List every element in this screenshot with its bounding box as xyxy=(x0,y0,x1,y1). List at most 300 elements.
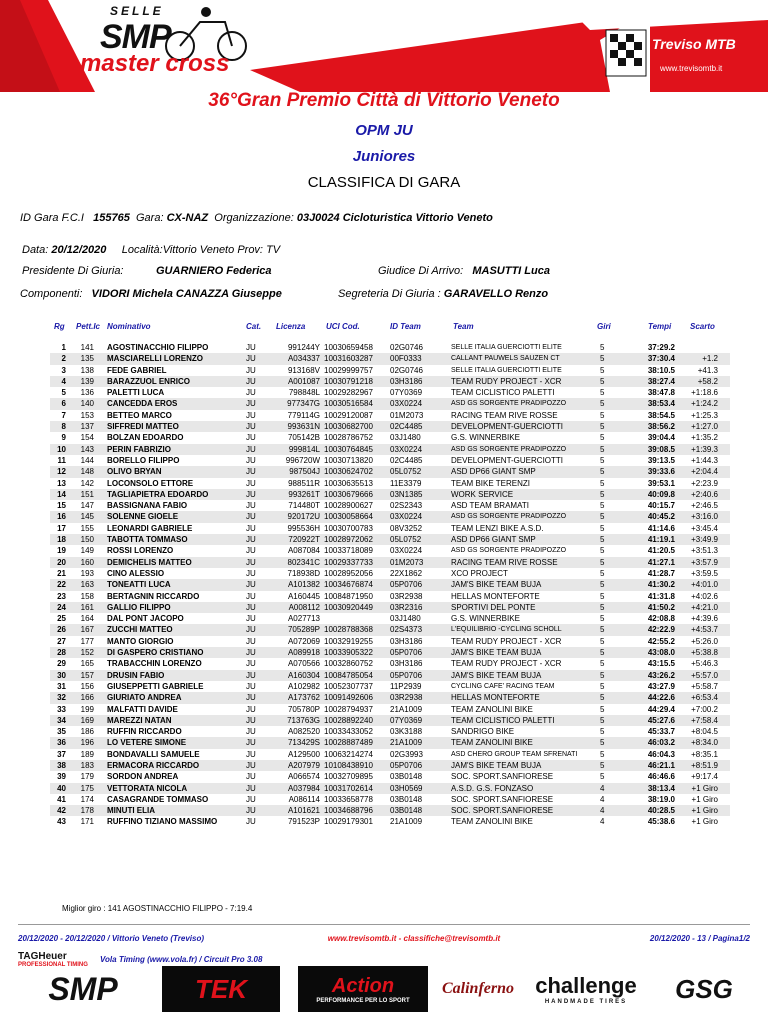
cell-category: JU xyxy=(246,580,256,590)
cell-rank: 21 xyxy=(57,568,66,578)
cell-gap: +1:24.2 xyxy=(691,399,718,409)
cell-category: JU xyxy=(246,568,256,578)
table-row xyxy=(50,624,730,635)
cell-category: JU xyxy=(246,614,256,624)
cell-time: 40:45.2 xyxy=(647,512,675,522)
cell-uci-code: 10034688796 xyxy=(324,806,373,816)
cell-laps: 5 xyxy=(600,625,605,635)
cell-category: JU xyxy=(246,806,256,816)
cell-team-name: SOC. SPORT.SANFIORESE xyxy=(451,794,554,804)
cell-license: 791523P xyxy=(287,817,320,827)
cell-team-id: 00F0333 xyxy=(390,354,422,364)
cell-uci-code: 10030791218 xyxy=(324,376,373,386)
cell-time: 41:31.8 xyxy=(647,591,675,601)
cell-uci-code: 10091492606 xyxy=(324,693,373,703)
cell-gap: +1.2 xyxy=(702,354,718,364)
table-row xyxy=(50,749,730,760)
cell-bib: 160 xyxy=(80,557,94,567)
cell-rank: 15 xyxy=(57,501,66,511)
cell-category: JU xyxy=(246,648,256,658)
cell-laps: 5 xyxy=(600,455,605,465)
cell-team-name: JAM'S BIKE TEAM BUJA xyxy=(451,648,542,658)
cell-time: 38:10.5 xyxy=(647,365,675,375)
cell-name: PALETTI LUCA xyxy=(107,388,165,398)
cell-bib: 169 xyxy=(80,715,94,725)
cell-time: 41:20.5 xyxy=(647,546,675,556)
cell-license: A082520 xyxy=(287,727,320,737)
cell-uci-code: 10029999757 xyxy=(324,365,373,375)
cell-uci-code: 10029282967 xyxy=(324,388,373,398)
cell-gap: +5:26.0 xyxy=(691,636,718,646)
cell-uci-code: 10084785054 xyxy=(324,670,373,680)
col-time: Tempi xyxy=(648,322,672,331)
table-row xyxy=(50,523,730,534)
cell-name: BETTEO MARCO xyxy=(107,410,172,420)
cell-name: TRABACCHIN LORENZO xyxy=(107,659,202,669)
cell-team-name: RACING TEAM RIVE ROSSE xyxy=(451,410,558,420)
cell-time: 44:22.6 xyxy=(647,693,675,703)
cell-bib: 137 xyxy=(80,422,94,432)
cell-license: A087084 xyxy=(287,546,320,556)
cell-category: JU xyxy=(246,794,256,804)
cell-time: 44:29.4 xyxy=(647,704,675,714)
cell-bib: 189 xyxy=(80,749,94,759)
cell-laps: 5 xyxy=(600,523,605,533)
cell-laps: 5 xyxy=(600,580,605,590)
cell-uci-code: 10031603287 xyxy=(324,354,373,364)
cell-name: GIUSEPPETTI GABRIELE xyxy=(107,681,204,691)
cell-team-name: XCO PROJECT xyxy=(451,568,508,578)
cell-team-id: 22X1862 xyxy=(390,568,423,578)
cell-laps: 4 xyxy=(600,783,605,793)
col-team: Team xyxy=(453,322,474,331)
cell-rank: 5 xyxy=(61,388,66,398)
cell-laps: 5 xyxy=(600,602,605,612)
cell-bib: 175 xyxy=(80,783,94,793)
cell-rank: 39 xyxy=(57,772,66,782)
cell-name: RUFFINO TIZIANO MASSIMO xyxy=(107,817,218,827)
cell-license: A066574 xyxy=(287,772,320,782)
sponsor-tek xyxy=(162,966,280,1012)
cell-name: BERTAGNIN RICCARDO xyxy=(107,591,200,601)
cell-license: A001087 xyxy=(287,376,320,386)
treviso-url[interactable]: www.trevisomtb.it xyxy=(660,64,723,73)
sponsor-calinferno xyxy=(438,966,518,1012)
cell-license: A037984 xyxy=(287,783,320,793)
cell-laps: 5 xyxy=(600,388,605,398)
cell-license: A101382 xyxy=(287,580,320,590)
cell-team-name: A.S.D. G.S. FONZASO xyxy=(451,783,534,793)
cell-category: JU xyxy=(246,535,256,545)
table-row xyxy=(50,421,730,432)
cell-laps: 5 xyxy=(600,467,605,477)
cell-team-id: 08V3252 xyxy=(390,523,423,533)
id-value: 155765 xyxy=(93,212,130,224)
components-line xyxy=(20,288,282,300)
cell-name: VETTORATA NICOLA xyxy=(107,783,188,793)
footer-page-info: 20/12/2020 - 13 / Pagina1/2 xyxy=(649,934,750,943)
cell-time: 40:15.7 xyxy=(647,501,675,511)
cell-category: JU xyxy=(246,727,256,737)
cell-team-id: 05L0752 xyxy=(390,535,422,545)
race-id-line xyxy=(20,212,493,224)
cell-rank: 19 xyxy=(57,546,66,556)
cell-gap: +5:58.7 xyxy=(691,681,718,691)
cell-license: 993631N xyxy=(287,422,320,432)
cell-gap: +1:39.3 xyxy=(691,444,718,454)
table-row xyxy=(50,681,730,692)
cell-category: JU xyxy=(246,670,256,680)
footer-divider xyxy=(18,924,750,925)
cell-time: 42:22.9 xyxy=(647,625,675,635)
cell-name: GIURIATO ANDREA xyxy=(107,693,182,703)
cell-gap: +4:53.7 xyxy=(691,625,718,635)
table-row xyxy=(50,478,730,489)
cell-category: JU xyxy=(246,523,256,533)
cell-time: 43:27.9 xyxy=(647,681,675,691)
loc-label: Località: xyxy=(121,244,163,256)
cell-rank: 41 xyxy=(57,794,66,804)
cell-name: FEDE GABRIEL xyxy=(107,365,167,375)
cell-laps: 5 xyxy=(600,704,605,714)
cell-time: 41:19.1 xyxy=(647,535,675,545)
cell-gap: +8:35.1 xyxy=(691,749,718,759)
cell-rank: 20 xyxy=(57,557,66,567)
cell-license: A034337 xyxy=(287,354,320,364)
cell-bib: 154 xyxy=(80,433,94,443)
cell-uci-code: 10032919255 xyxy=(324,636,373,646)
cell-name: LEONARDI GABRIELE xyxy=(107,523,193,533)
president-value: GUARNIERO Federica xyxy=(156,265,272,277)
cell-name: SOLENNE GIOELE xyxy=(107,512,179,522)
table-row xyxy=(50,692,730,703)
cell-license: A070566 xyxy=(287,659,320,669)
cell-team-name: ASD GS SORGENTE PRADIPOZZO xyxy=(451,400,567,408)
cell-license: 991244Y xyxy=(287,343,320,352)
cell-team-name: HELLAS MONTEFORTE xyxy=(451,591,540,601)
cell-rank: 40 xyxy=(57,783,66,793)
cell-team-id: 21A1009 xyxy=(390,704,423,714)
cell-name: RUFFIN RICCARDO xyxy=(107,727,182,737)
cell-uci-code: 10028892240 xyxy=(324,715,373,725)
cell-license: 920172U xyxy=(287,512,320,522)
cell-gap: +5:38.8 xyxy=(691,648,718,658)
cell-gap: +8:34.0 xyxy=(691,738,718,748)
cell-name: MANTO GIORGIO xyxy=(107,636,174,646)
cell-category: JU xyxy=(246,738,256,748)
cell-uci-code: 10028952056 xyxy=(324,568,373,578)
cell-time: 38:13.4 xyxy=(647,783,675,793)
cell-team-id: 03H0569 xyxy=(390,783,423,793)
cell-gap: +4:01.0 xyxy=(691,580,718,590)
cell-laps: 5 xyxy=(600,659,605,669)
cell-team-name: SELLE ITALIA GUERCIOTTI ELITE xyxy=(451,344,562,351)
cell-team-id: 03R2938 xyxy=(390,693,423,703)
judge-label: Giudice Di Arrivo: xyxy=(378,265,464,277)
cell-team-id: 05P0706 xyxy=(390,760,423,770)
cell-time: 39:13.5 xyxy=(647,455,675,465)
cell-license: 977347G xyxy=(287,399,320,409)
cell-team-name: WORK SERVICE xyxy=(451,489,514,499)
date-value: 20/12/2020 xyxy=(51,244,107,256)
footer-contact[interactable]: www.trevisomtb.it - classifiche@trevisomtb.it xyxy=(327,934,501,943)
cell-license: 714480T xyxy=(288,501,320,511)
cell-uci-code: 10030713820 xyxy=(324,455,373,465)
cell-team-id: 03B0148 xyxy=(390,772,423,782)
cell-category: JU xyxy=(246,760,256,770)
cell-license: A072069 xyxy=(287,636,320,646)
cell-time: 41:28.7 xyxy=(647,568,675,578)
cell-category: JU xyxy=(246,749,256,759)
cell-gap: +3:59.5 xyxy=(691,568,718,578)
cell-bib: 143 xyxy=(80,444,94,454)
cell-bib: 153 xyxy=(80,410,94,420)
cell-laps: 4 xyxy=(600,794,605,804)
cell-uci-code: 10030700783 xyxy=(324,523,373,533)
cell-license: A102982 xyxy=(287,681,320,691)
cell-time: 37:30.4 xyxy=(647,354,675,364)
cell-bib: 145 xyxy=(80,512,94,522)
cell-time: 46:46.6 xyxy=(647,772,675,782)
cell-name: OLIVO BRYAN xyxy=(107,467,162,477)
cell-team-name: RACING TEAM RIVE ROSSE xyxy=(451,557,558,567)
cell-team-name: HELLAS MONTEFORTE xyxy=(451,693,540,703)
cell-gap: +1 Giro xyxy=(691,794,718,804)
cell-license: 913168V xyxy=(287,365,320,375)
cell-license: 987504J xyxy=(289,467,320,477)
cell-team-id: 03J1480 xyxy=(390,433,421,443)
table-row xyxy=(50,737,730,748)
cell-gap: +1:27.0 xyxy=(691,422,718,432)
cell-team-id: 02S4373 xyxy=(390,625,423,635)
cell-time: 42:08.8 xyxy=(647,614,675,624)
cell-team-id: 01M2073 xyxy=(390,410,424,420)
cell-laps: 5 xyxy=(600,648,605,658)
header-banner xyxy=(0,0,768,92)
sponsor-smp-text: SMP xyxy=(48,970,118,1007)
cell-laps: 5 xyxy=(600,591,605,601)
cell-laps: 5 xyxy=(600,614,605,624)
cell-rank: 18 xyxy=(57,535,66,545)
cell-laps: 5 xyxy=(600,354,605,364)
cell-gap: +5:57.0 xyxy=(691,670,718,680)
table-row xyxy=(50,591,730,602)
president-line xyxy=(22,265,124,277)
cell-license: 718938D xyxy=(287,568,320,578)
cell-team-name: DEVELOPMENT-GUERCIOTTI xyxy=(451,455,564,465)
cell-time: 43:08.0 xyxy=(647,648,675,658)
cell-bib: 155 xyxy=(80,523,94,533)
cell-bib: 199 xyxy=(80,704,94,714)
cell-gap: +4:02.6 xyxy=(691,591,718,601)
cell-gap: +3:45.4 xyxy=(691,523,718,533)
cell-license: A008112 xyxy=(288,602,320,612)
cell-category: JU xyxy=(246,546,256,556)
cell-category: JU xyxy=(246,557,256,567)
cell-team-id: 21A1009 xyxy=(390,738,423,748)
table-row xyxy=(50,658,730,669)
table-row xyxy=(50,545,730,556)
cell-name: MAREZZI NATAN xyxy=(107,715,172,725)
cell-team-id: 11P2939 xyxy=(390,681,422,691)
cell-team-id: 05P0706 xyxy=(390,648,423,658)
cell-license: A207979 xyxy=(287,760,320,770)
cell-bib: 147 xyxy=(80,501,94,511)
cell-category: JU xyxy=(246,659,256,669)
cell-bib: 183 xyxy=(80,760,94,770)
cell-name: BOLZAN EDOARDO xyxy=(107,433,184,443)
cell-name: TABOTTA TOMMASO xyxy=(107,535,188,545)
cell-category: JU xyxy=(246,467,256,477)
cell-bib: 164 xyxy=(80,614,94,624)
footer-event-dates: 20/12/2020 - 20/12/2020 / Vittorio Veneto (Treviso) xyxy=(18,934,205,943)
tagheuer-brand: TAGHeuer xyxy=(18,951,67,962)
cell-time: 45:33.7 xyxy=(647,727,675,737)
cell-laps: 5 xyxy=(600,546,605,556)
col-pett: Pett.Ic xyxy=(76,322,101,331)
judge-value: MASUTTI Luca xyxy=(472,265,550,277)
cell-rank: 17 xyxy=(57,523,66,533)
cell-category: JU xyxy=(246,783,256,793)
cell-uci-code: 10029120087 xyxy=(324,410,373,420)
cell-time: 39:08.5 xyxy=(647,444,675,454)
cell-license: 705780P xyxy=(287,704,320,714)
cell-team-name: L'EQUILIBRIO -CYCLING SCHOLL xyxy=(451,626,562,634)
secretary-value: GARAVELLO Renzo xyxy=(443,288,549,300)
cell-name: ZUCCHI MATTEO xyxy=(107,625,173,635)
cell-rank: 23 xyxy=(57,591,66,601)
cell-bib: 144 xyxy=(80,455,94,465)
cell-laps: 5 xyxy=(600,760,605,770)
cell-rank: 1 xyxy=(61,343,66,352)
president-label: Presidente Di Giuria: xyxy=(22,265,124,277)
cell-laps: 5 xyxy=(600,512,605,522)
cell-uci-code: 10030764845 xyxy=(324,444,373,454)
cell-uci-code: 10029179301 xyxy=(324,817,373,827)
cell-laps: 5 xyxy=(600,738,605,748)
table-row xyxy=(50,771,730,782)
sponsor-gsg-text: GSG xyxy=(675,973,733,1004)
cell-bib: 163 xyxy=(80,580,94,590)
timing-credit: Vola Timing (www.vola.fr) / Circuit Pro 3.08 xyxy=(100,955,263,964)
cell-team-name: ASD DP66 GIANT SMP xyxy=(451,467,536,477)
cell-rank: 2 xyxy=(61,354,66,364)
cell-gap: +7:58.4 xyxy=(691,715,718,725)
cell-rank: 11 xyxy=(57,455,66,465)
brand-selle: SELLE xyxy=(110,4,164,18)
cell-bib: 174 xyxy=(80,794,94,804)
cell-team-id: 05L0752 xyxy=(390,467,422,477)
cell-time: 40:28.5 xyxy=(647,806,675,816)
cell-category: JU xyxy=(246,625,256,635)
cell-uci-code: 10030516584 xyxy=(324,399,373,409)
cell-rank: 26 xyxy=(57,625,66,635)
cell-team-name: TEAM ZANOLINI BIKE xyxy=(451,704,533,714)
table-row xyxy=(50,613,730,624)
cell-rank: 37 xyxy=(57,749,66,759)
cell-rank: 31 xyxy=(57,681,66,691)
cell-team-id: 03B0148 xyxy=(390,806,423,816)
cell-rank: 7 xyxy=(61,410,66,420)
cell-rank: 36 xyxy=(57,738,66,748)
cell-team-name: ASD DP66 GIANT SMP xyxy=(451,535,536,545)
cell-license: 705289P xyxy=(287,625,320,635)
cell-team-id: 03B0148 xyxy=(390,794,423,804)
secretary-line xyxy=(338,288,548,300)
cell-gap: +1:35.2 xyxy=(691,433,718,443)
table-row xyxy=(50,432,730,443)
category-name: Juniores xyxy=(352,148,416,165)
cell-rank: 4 xyxy=(61,376,66,386)
cell-team-name: TEAM CICLISTICO PALETTI xyxy=(451,715,555,725)
date-line xyxy=(22,244,280,256)
table-row xyxy=(50,579,730,590)
loc-value: Vittorio Veneto xyxy=(162,244,235,256)
cell-gap: +8:51.9 xyxy=(691,760,718,770)
cell-license: A101621 xyxy=(287,806,320,816)
cell-bib: 156 xyxy=(80,681,94,691)
cell-category: JU xyxy=(246,354,256,364)
cell-uci-code: 10030635513 xyxy=(324,478,373,488)
sponsor-bar xyxy=(18,966,750,1014)
cell-laps: 5 xyxy=(600,410,605,420)
cell-team-name: JAM'S BIKE TEAM BUJA xyxy=(451,760,542,770)
cell-time: 37:29.2 xyxy=(647,343,675,352)
table-row xyxy=(50,534,730,545)
cell-team-id: 03H3186 xyxy=(390,659,423,669)
cell-laps: 5 xyxy=(600,772,605,782)
cell-gap: +41.3 xyxy=(697,365,718,375)
cell-category: JU xyxy=(246,489,256,499)
cell-rank: 3 xyxy=(61,365,66,375)
cell-team-id: 03K3188 xyxy=(390,727,423,737)
table-row xyxy=(50,489,730,500)
cell-name: BONDAVALLI SAMUELE xyxy=(107,749,200,759)
cell-uci-code: 10032709895 xyxy=(324,772,373,782)
table-row xyxy=(50,455,730,466)
table-row xyxy=(50,387,730,398)
col-lic: Licenza xyxy=(276,322,306,331)
tagheuer-sub: PROFESSIONAL TIMING xyxy=(18,962,88,968)
cell-team-name: CYCLING CAFE' RACING TEAM xyxy=(451,682,555,690)
cell-license: A089918 xyxy=(287,648,320,658)
cell-time: 38:56.2 xyxy=(647,422,675,432)
cell-rank: 24 xyxy=(57,602,66,612)
cell-name: DRUSIN FABIO xyxy=(107,670,165,680)
cell-team-id: 03X0224 xyxy=(390,444,423,454)
cell-name: PERIN FABRIZIO xyxy=(107,444,172,454)
cell-category: JU xyxy=(246,591,256,601)
cell-time: 45:27.6 xyxy=(647,715,675,725)
cell-gap: +58.2 xyxy=(697,376,718,386)
table-row xyxy=(50,794,730,805)
cell-gap: +7:00.2 xyxy=(691,704,718,714)
cell-name: BASSIGNANA FABIO xyxy=(107,501,188,511)
cell-gap: +8:04.5 xyxy=(691,727,718,737)
prov-label: Prov: xyxy=(237,244,263,256)
cell-laps: 5 xyxy=(600,365,605,375)
classification-title: CLASSIFICA DI GARA xyxy=(307,174,461,191)
cell-category: JU xyxy=(246,512,256,522)
cell-laps: 5 xyxy=(600,636,605,646)
col-cat: Cat. xyxy=(246,322,262,331)
cell-team-name: TEAM RUDY PROJECT - XCR xyxy=(451,376,562,386)
cell-time: 40:09.8 xyxy=(647,489,675,499)
cell-bib: 138 xyxy=(80,365,94,375)
cell-name: MALFATTI DAVIDE xyxy=(107,704,178,714)
cell-team-name: SPORTIVI DEL PONTE xyxy=(451,602,536,612)
cell-gap: +3:16.0 xyxy=(691,512,718,522)
